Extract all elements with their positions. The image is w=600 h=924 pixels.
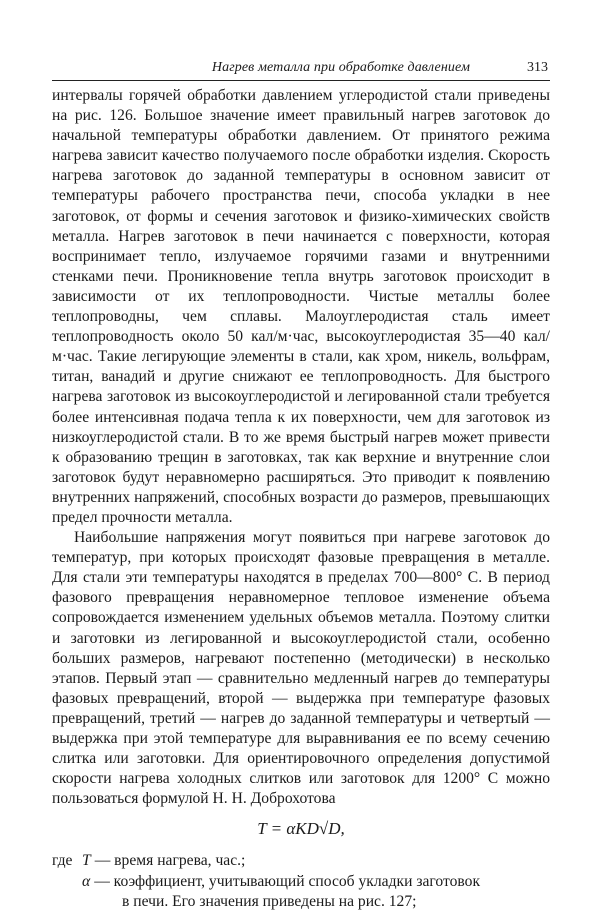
paragraph-1: интервалы горячей обработки давлением углеродистой стали приведены на рис. 126. Большое значение имеет правильный нагрев заготовок до начальной температуры обработки давлением. От принятого режима нагрева зависит качество получаемого после обработки изделия. Скорость нагрева заготовок до заданной температуры в основном зависит от температуры рабочего пространства печи, способа укладки в нее заготовок, от формы и сечения заготовок и физико-химических свойств металла. Нагрев заготовок в печи начинается с поверхности, которая воспринимает тепло, излучаемое горячими газами и внутренними стенками печи. Проникновение тепла внутрь заготовок происходит в зависимости от их теплопроводности. Чистые металлы более теплопроводны, чем сплавы. Малоуглеродистая сталь имеет теплопроводность около 50 кал/м·час, высокоуглеродистая 35—40 кал/м·час. Такие легирующие элементы в стали, как хром, никель, вольфрам, титан, ванадий и другие снижают ее теплопроводность. Для быстрого нагрева заготовок из высокоуглеродистой и легированной стали требуется более интенсивная подача тепла к их поверхности, чем для заготовок из низкоуглеродистой стали. В то же время быстрый нагрев может привести к образованию трещин в заготовках, так как верхние и внутренние слои заготовок будут неравномерно расширяться. Это приводит к появлению внутренних напряжений, способных возрасти до размеров, превышающих предел прочности металла. [52, 87, 550, 526]
paragraph-2: Наибольшие напряжения могут появиться при нагреве заготовок до температур, при которых происходят фазовые превращения в металле. Для стали эти температуры находятся в пределах 700—800° С. В период фазового превращения неравномерное тепловое изменение объема сопровождается изменением удельных объемов металла. Поэтому слитки и заготовки из легированной и высокоуглеродистой стали, особенно больших размеров, нагревают постепенно (методически) в несколько этапов. Первый этап — сравнительно медленный нагрев до температуры фазовых превращений, второй — выдержка при температуре фазовых превращений, третий — нагрев до заданной температуры и четвертый — выдержка при этой температуре для выравнивания ее по всему сечению слитка или заготовки. Для ориентировочного определения допустимой скорости нагрева холодных слитков или заготовок для 1200° С можно пользоваться формулой Н. Н. Доброхотова [52, 529, 550, 808]
page-header [52, 50, 550, 81]
page-body [52, 86, 550, 912]
definition-text: — время нагрева, час.; [94, 852, 246, 870]
definition-lead: где [52, 852, 73, 870]
definition-row [52, 872, 550, 892]
definition-text: — коэффициент, учитывающий способ укладки заготовок [94, 872, 481, 890]
definition-row [52, 851, 550, 871]
formula: T = αKD√D, [257, 819, 345, 839]
variable-definitions [52, 851, 550, 911]
definition-symbol: T [82, 852, 91, 870]
page-number: 313 [527, 60, 548, 75]
running-title: Нагрев металла при обработке давлением [211, 60, 470, 75]
definition-continuation: в печи. Его значения приведены на рис. 127; [122, 892, 417, 910]
definition-symbol: α [82, 872, 91, 890]
